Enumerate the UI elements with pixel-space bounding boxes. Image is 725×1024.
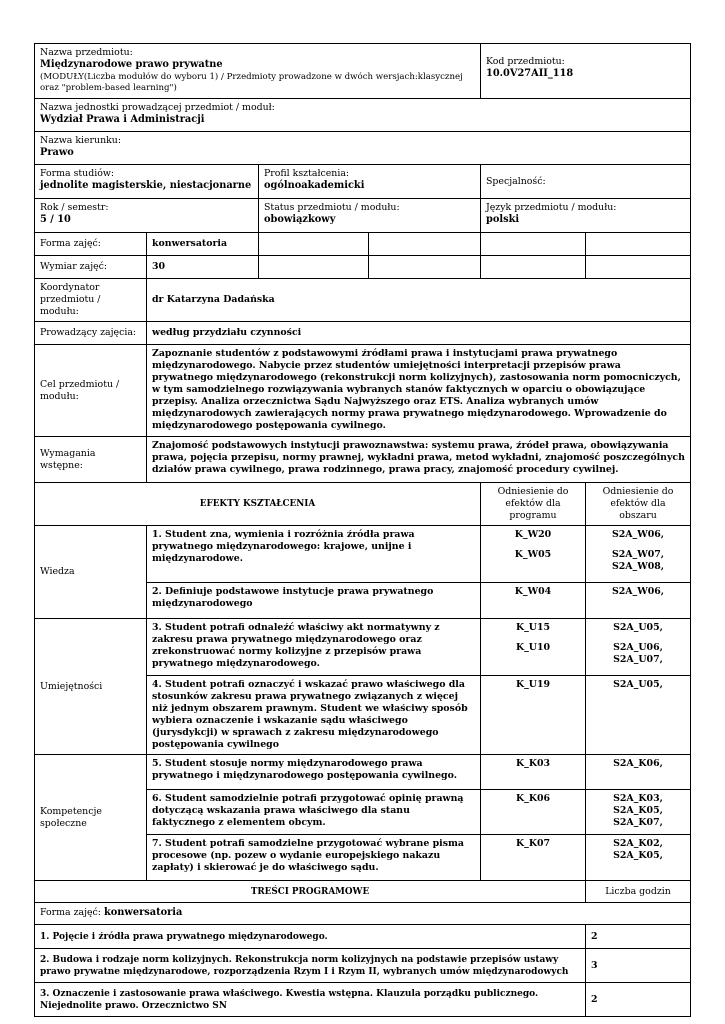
goal-label: Cel przedmiotu / modułu: (35, 345, 147, 437)
goal-text: Zapoznanie studentów z podstawowymi źródłami prawa i instytucjami prawa prywatnego międzynarodowego. Nabycie przez studentów umiejętności interpretacji przepisów prawa prywatnego międzynarodowego (rekonstrukcji norm kolizyjnych), zastosowania norm pomocniczych, w tym samodzielnego rozwiązywania wybranych stanów faktycznych w oparciu o obowiązujące przepisy. Analiza orzecznictwa Sądu Najwyższego oraz ETS. Analiza wybranych umów międzynarodowych zawierających normy prawa prywatnego międzynarodowego. Wprowadzenie do międzynarodowego postępowania cywilnego. (147, 345, 691, 437)
language-cell (481, 199, 691, 233)
code-cell (481, 44, 691, 99)
hours-label: Wymiar zajęć: (35, 256, 147, 279)
unit-cell (35, 99, 691, 132)
unit-value: Wydział Prawa i Administracji (40, 114, 205, 125)
program-ref: K_U15 (515, 622, 551, 633)
outcome-row (35, 619, 691, 676)
area-ref: S2A_W06, (611, 529, 665, 540)
requirements-text: Znajomość podstawowych instytucji prawoznawstwa: systemu prawa, źródeł prawa, obowiązywania prawa, pojęcia przepisu, normy prawnej, wykładni prawa, metod wykładni, znajomość poszczególnych działów prawa cywilnego, prawa rodzinnego, prawa pracy, znajomość procedury cywilnej. (147, 437, 691, 483)
empty-cell (369, 233, 481, 256)
year-value: 5 / 10 (40, 214, 71, 225)
status-cell (259, 199, 481, 233)
spacer (486, 541, 580, 549)
outcome-area-ref: S2A_U05, (586, 676, 691, 755)
code-value: 10.0V27AII_118 (486, 68, 574, 79)
outcome-program-ref: K_K07 (481, 835, 586, 881)
spacer (591, 541, 685, 549)
outcome-category-kompetencje: Kompetencje społeczne (35, 755, 147, 881)
language-label: Język przedmiotu / modułu: (486, 202, 617, 213)
instructor-value: według przydziału czynności (147, 322, 691, 345)
outcome-category-umiejetnosci: Umiejętności (35, 619, 147, 755)
outcome-text: 6. Student samodzielnie potrafi przygotować opinię prawną dotyczącą wskazania prawa właściwego dla stanu faktycznego z elementem obcym. (147, 790, 481, 835)
course-syllabus-table (34, 43, 691, 1017)
empty-cell (586, 256, 691, 279)
program-ref: K_U10 (515, 642, 551, 653)
outcome-area-ref (586, 526, 691, 583)
topic-hours: 2 (586, 983, 691, 1017)
class-form-value: konwersatoria (147, 233, 259, 256)
program-form-cell (35, 903, 691, 925)
instructor-label: Prowadzący zajęcia: (35, 322, 147, 345)
language-value: polski (486, 214, 520, 225)
coordinator-label: Koordynator przedmiotu / modułu: (35, 279, 147, 322)
outcome-text: 1. Student zna, wymienia i rozróżnia źródła prawa prywatnego międzynarodowego: krajowe, unijne i międzynarodowe. (147, 526, 481, 583)
header-row (35, 44, 691, 99)
outcomes-title: EFEKTY KSZTAŁCENIA (35, 483, 481, 526)
topic-row (35, 925, 691, 949)
program-ref: K_W05 (514, 549, 552, 560)
program-title: TREŚCI PROGRAMOWE (35, 881, 586, 903)
outcome-program-ref: K_W04 (481, 583, 586, 619)
empty-cell (259, 256, 369, 279)
hours-value: 30 (147, 256, 259, 279)
status-value: obowiązkowy (264, 214, 336, 225)
code-label: Kod przedmiotu: (486, 56, 565, 67)
topic-hours: 3 (586, 949, 691, 983)
topic-text: 2. Budowa i rodzaje norm kolizyjnych. Rekonstrukcja norm kolizyjnych na podstawie przepisów ustawy prawo prywatne międzynarodowe, rozporządzenia Rzym I i Rzym II, wybranych umów międzynarodowych (35, 949, 586, 983)
topic-text: 3. Oznaczenie i zastosowanie prawa właściwego. Kwestia wstępna. Klauzula porządku publicznego. Niejednolite prawo. Orzecznictwo SN (35, 983, 586, 1017)
outcome-area-ref: S2A_W06, (586, 583, 691, 619)
program-form-label: Forma zajęć: (40, 907, 101, 919)
area-ref: S2A_W07, S2A_W08, (611, 549, 665, 572)
empty-cell (369, 256, 481, 279)
status-label: Status przedmiotu / modułu: (264, 202, 400, 213)
outcome-program-ref (481, 526, 586, 583)
area-ref: S2A_U05, (613, 622, 663, 633)
empty-cell (481, 233, 586, 256)
outcome-program-ref: K_K06 (481, 790, 586, 835)
subject-cell (35, 44, 481, 99)
outcome-program-ref: K_K03 (481, 755, 586, 790)
profile-label: Profil kształcenia: (264, 168, 350, 179)
outcome-program-ref: K_U19 (481, 676, 586, 755)
topic-row (35, 949, 691, 983)
empty-cell (586, 233, 691, 256)
outcomes-col-area: Odniesienie do efektów dla obszaru (586, 483, 691, 526)
outcome-category-wiedza: Wiedza (35, 526, 147, 619)
specialty-cell (481, 165, 691, 199)
year-cell (35, 199, 259, 233)
program-hours-label: Liczba godzin (586, 881, 691, 903)
outcome-area-ref: S2A_K02, S2A_K05, (586, 835, 691, 881)
outcome-area-ref (586, 619, 691, 676)
outcomes-col-program: Odniesienie do efektów dla programu (481, 483, 586, 526)
study-form-value: jednolite magisterskie, niestacjonarne (40, 180, 252, 191)
outcome-text: 5. Student stosuje normy międzynarodowego prawa prywatnego i międzynarodowego postępowania cywilnego. (147, 755, 481, 790)
spacer (591, 634, 685, 642)
subject-note: (MODUŁY(Liczba modułów do wyboru 1) / Przedmioty prowadzone w dwóch wersjach:klasycznej oraz "problem-based learning") (40, 71, 463, 93)
empty-cell (259, 233, 369, 256)
program-ref: K_W20 (514, 529, 552, 540)
study-form-label: Forma studiów: (40, 168, 115, 179)
outcome-text: 7. Student potrafi samodzielne przygotować wybrane pisma procesowe (np. pozew o wydanie europejskiego nakazu zapłaty) i skierować je do właściwego sądu. (147, 835, 481, 881)
outcome-area-ref: S2A_K06, (586, 755, 691, 790)
outcome-text: 4. Student potrafi oznaczyć i wskazać prawo właściwego dla stosunków zakresu prawa prywatnego związanych z więcej niż jednym obszarem prawnym. Student we właściwy sposób wybiera oznaczenie i wskazanie sądu właściwego (jurysdykcji) w sprawach z zakresu międzynarodowego postępowania cywilnego (147, 676, 481, 755)
topic-hours: 2 (586, 925, 691, 949)
outcome-program-ref (481, 619, 586, 676)
outcome-area-ref: S2A_K03, S2A_K05, S2A_K07, (586, 790, 691, 835)
class-form-label: Forma zajęć: (35, 233, 147, 256)
year-label: Rok / semestr: (40, 202, 109, 213)
area-ref: S2A_U06, S2A_U07, (613, 642, 663, 665)
outcome-row (35, 526, 691, 583)
profile-value: ogólnoakademicki (264, 180, 365, 191)
subject-label: Nazwa przedmiotu: (40, 47, 133, 58)
outcome-text: 3. Student potrafi odnaleźć właściwy akt normatywny z zakresu prawa prywatnego międzynarodowego oraz zrekonstruować normy kolizyjne z przepisów prawa prywatnego międzynarodowego. (147, 619, 481, 676)
topic-row (35, 983, 691, 1017)
field-value: Prawo (40, 147, 74, 158)
unit-label: Nazwa jednostki prowadzącej przedmiot / moduł: (40, 102, 275, 113)
outcome-text: 2. Definiuje podstawowe instytucje prawa prywatnego międzynarodowego (147, 583, 481, 619)
empty-cell (481, 256, 586, 279)
outcome-row (35, 755, 691, 790)
study-form-cell (35, 165, 259, 199)
requirements-label: Wymagania wstępne: (35, 437, 147, 483)
field-label: Nazwa kierunku: (40, 135, 121, 146)
specialty-label: Specjalność: (486, 175, 546, 187)
field-cell (35, 132, 691, 165)
program-form-value: konwersatoria (103, 907, 183, 919)
subject-name: Międzynarodowe prawo prywatne (40, 59, 223, 70)
topic-text: 1. Pojęcie i źródła prawa prywatnego międzynarodowego. (35, 925, 586, 949)
spacer (486, 634, 580, 642)
profile-cell (259, 165, 481, 199)
coordinator-value: dr Katarzyna Dadańska (147, 279, 691, 322)
